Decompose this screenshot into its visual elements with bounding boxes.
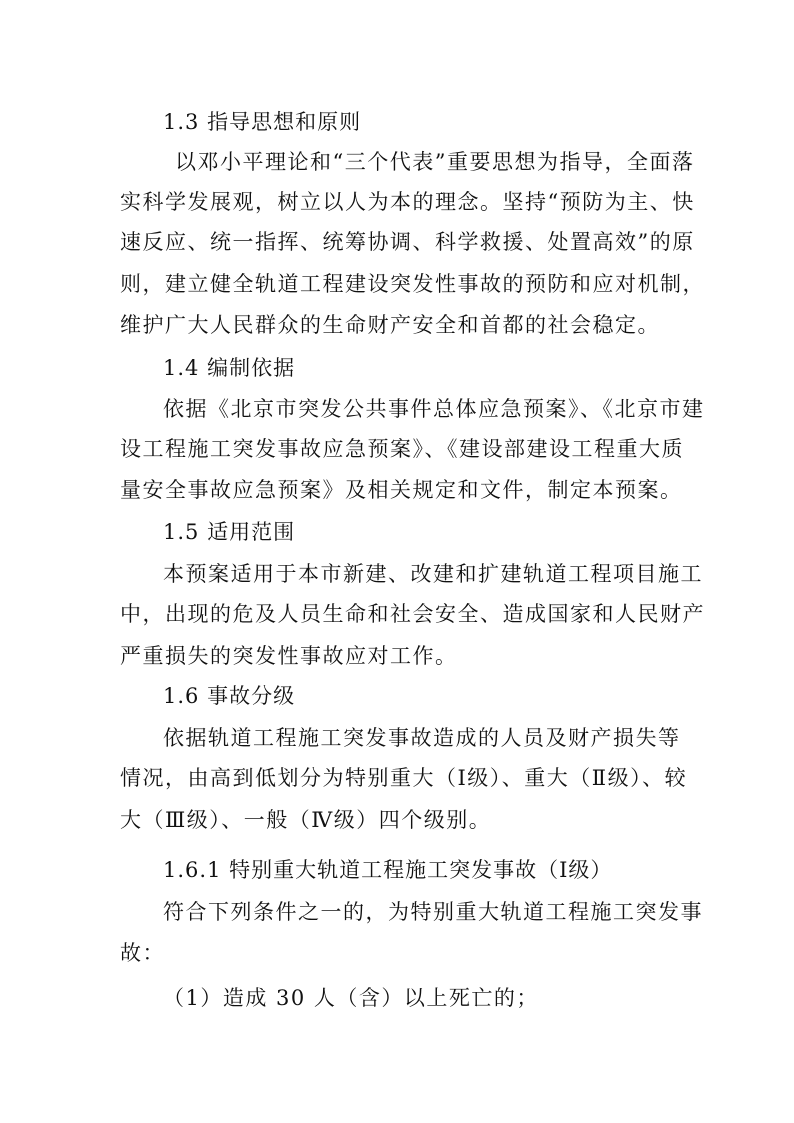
paragraph-line: 故： — [120, 941, 165, 965]
section-1-5-heading: 1.5 适用范围 — [163, 520, 296, 544]
section-1-4-heading: 1.4 编制依据 — [163, 356, 296, 380]
paragraph-line: 本预案适用于本市新建、改建和扩建轨道工程项目施工 — [163, 562, 703, 586]
paragraph-line: 量安全事故应急预案》及相关规定和文件，制定本预案。 — [120, 478, 683, 502]
paragraph-line: 则，建立健全轨道工程建设突发性事故的预防和应对机制， — [120, 272, 705, 296]
section-1-3-heading: 1.3 指导思想和原则 — [163, 110, 362, 134]
paragraph-line: 依据《北京市突发公共事件总体应急预案》、《北京市建 — [163, 397, 705, 421]
paragraph-line: 设工程施工突发事故应急预案》、《建设部建设工程重大质 — [120, 437, 684, 461]
paragraph-line: 符合下列条件之一的，为特别重大轨道工程施工突发事 — [163, 900, 703, 924]
paragraph-line: 维护广大人民群众的生命财产安全和首都的社会稳定。 — [120, 313, 660, 337]
paragraph-line: 依据轨道工程施工突发事故造成的人员及财产损失等 — [163, 726, 681, 750]
section-1-6-heading: 1.6 事故分级 — [163, 684, 296, 708]
paragraph-line: 实科学发展观，树立以人为本的理念。坚持“预防为主、快 — [120, 190, 695, 214]
paragraph-line: 情况，由高到低划分为特别重大（Ⅰ级）、重大（Ⅱ级）、较 — [120, 766, 688, 790]
paragraph-line: 速反应、统一指挥、统筹协调、科学救援、处置高效”的原 — [120, 230, 695, 254]
paragraph-line: 中，出现的危及人员生命和社会安全、造成国家和人民财产 — [120, 602, 705, 626]
section-1-6-1-heading: 1.6.1 特别重大轨道工程施工突发事故（Ⅰ级） — [163, 858, 613, 882]
paragraph-line: 严重损失的突发性事故应对工作。 — [120, 644, 458, 668]
paragraph-line: 大（Ⅲ级）、一般（Ⅳ级）四个级别。 — [120, 808, 492, 832]
list-item: （1）造成 30 人（含）以上死亡的； — [163, 986, 539, 1010]
paragraph-line: 以邓小平理论和“三个代表”重要思想为指导，全面落 — [175, 150, 695, 174]
